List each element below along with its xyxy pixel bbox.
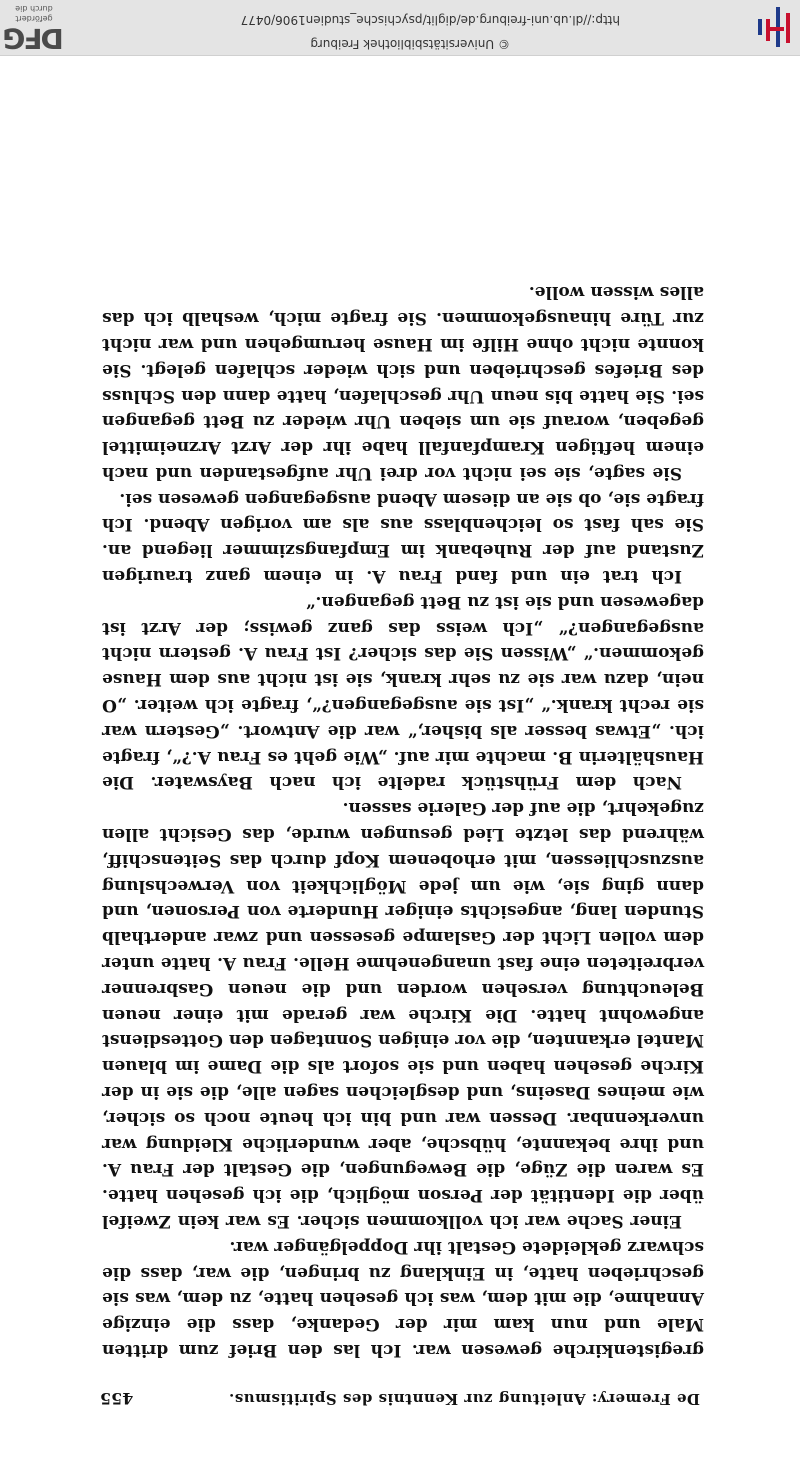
paragraph: Nach dem Frühstück radelte ich nach Bayswater. Die Haushälterin B. machte mir auf. „Wie geht es Frau A.?“, fragte ich. „Etwas besser als bisher,“ war die Antwort. „Gestern war sie recht krank.“ „Ist sie ausgegangen?“, fragte ich weiter. „O nein, dazu war sie zu sehr krank, sie ist nicht aus dem Hause gekommen.“ „Wissen Sie das sicher? Ist Frau A. gestern nicht ausgegangen?“ „Ich weiss das ganz gewiss; der Arzt ist dagewesen und sie ist zu Bett gegangen.“ [102,591,704,793]
copyright-notice: © Universitätsbibliothek Freiburg [310,37,510,51]
paragraph: Sie sagte, sie sei nicht vor drei Uhr aufgestanden und nach einem heftigen Krampfanfall habe ihr der Arzt Arzneimittel gegeben, worauf sie um sieben Uhr wieder zu Bett gegangen sei. Sie hatte bis neun Uhr geschlafen, hatte dann den Schluss des Briefes geschrieben und sich wieder schlafen gelegt. Sie konnte nicht ohne Hilfe im Hause herumgehen und war nicht zur Türe hinausgekommen. Sie fragte mich, weshalb ich das alles wissen wolle. [102,282,704,483]
page-number: 455 [100,1389,134,1408]
paragraph: Ich trat ein und fand Frau A. in einem ganz traurigen Zustand auf der Ruhebank im Empfangszimmer liegend an. Sie sah fast so leichenblass aus als am vorigen Abend. Ich fragte sie, ob sie an diesem Abend ausgegangen gewesen sei. [102,488,704,587]
running-title: De Fremery: Anleitung zur Kenntnis des Spiritismus. [228,1390,700,1408]
body-text [102,279,704,1362]
dfg-subtitle: gefördert durch die [15,4,53,23]
running-head [100,1384,700,1408]
permalink-url[interactable]: http://dl.ub.uni-freiburg.de/diglit/psychische_studien1906/0477 [240,13,620,27]
library-banner [0,0,800,56]
dfg-mark: DFG [4,22,64,55]
paragraph: Einer Sache war ich vollkommen sicher. Es war kein Zweifel über die Identität der Person möglich, die ich gesehen hatte. Es waren die Züge, die Bewegungen, die Gestalt der Frau A. und ihre bekannte, hübsche, aber wunderliche Kleidung war unverkennbar. Dessen war und bin ich heute noch so sicher, wie meines Daseins, und desgleichen sagen alle, die sie in der Kirche gesehen haben und sie sofort als die Dame im blauen Mantel erkannten, die vor einigen Sonntagen den Gottesdienst angewohnt hatte. Die Kirche war gerade mit einer neuen Beleuchtung versehen worden und die neuen Gasbrenner verbreiteten eine fast unangenehme Helle. Frau A. hatte unter dem vollen Licht der Gaslampe gesessen und zwar anderthalb Stunden lang, angesichts einiger Hunderte von Personen, und dann ging sie, wie um jede Möglichkeit von Verwechslung auszuschliessen, mit erhobenem Kopf durch das Seitenschiff, während das letzte Lied gesungen wurde, das Gesicht allen zugekehrt, die auf der Galerie sassen. [102,798,704,1232]
paragraph-continuation: gregistenkirche gewesen war. Ich las den Brief zum dritten Male und nun kam mir der Gedanke, dass die einzige Annahme, die mit dem, was ich gesehen hatte, zu dem, was sie geschrieben hatte, in Einklang zu bringen, die war, dass die schwarz gekleidete Gestalt ihr Doppelgänger war. [102,1236,704,1360]
dfg-logo [4,3,64,53]
university-library-logo [752,5,796,49]
